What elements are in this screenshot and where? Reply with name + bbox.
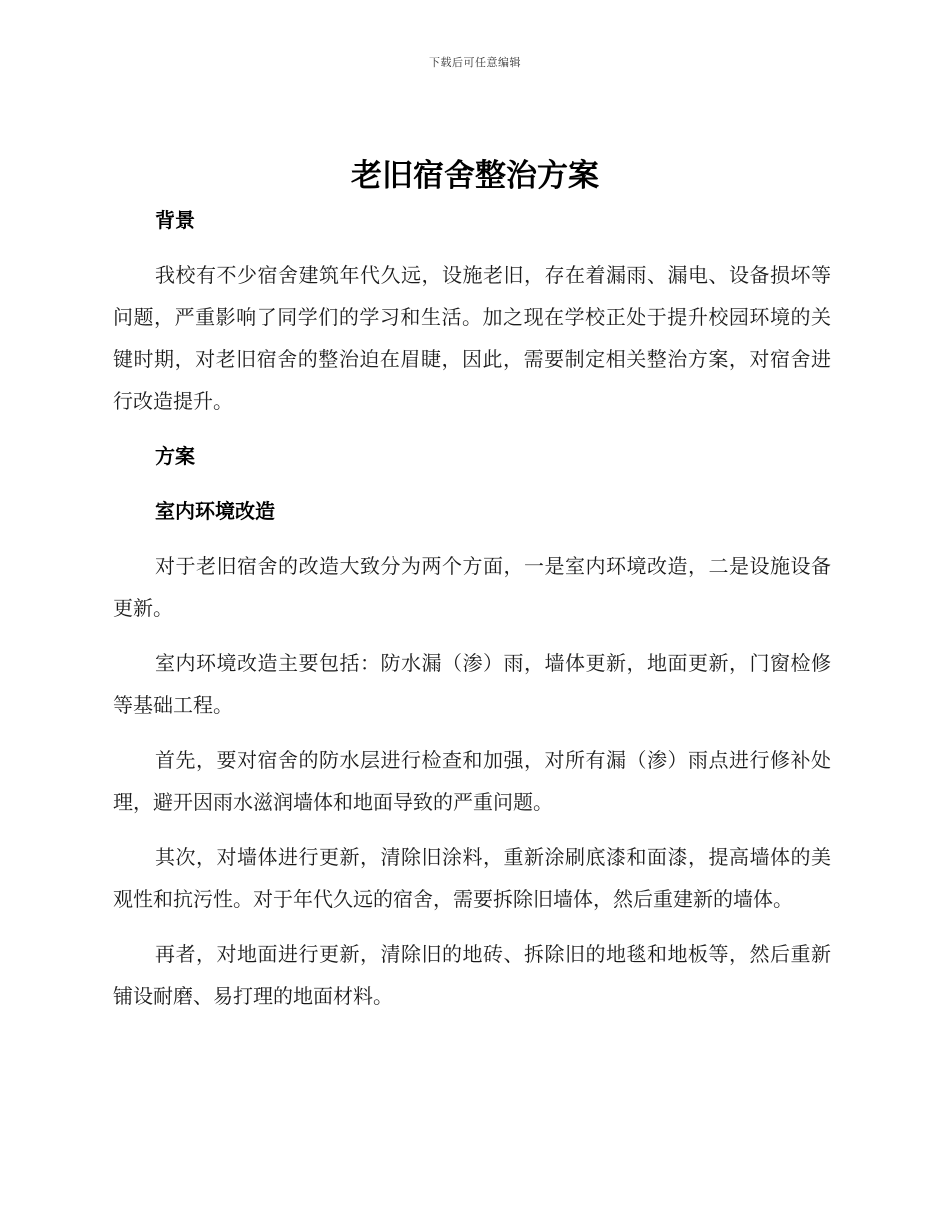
document-title: 老旧宿舍整治方案 — [351, 158, 599, 194]
section-heading-background: 背景 — [155, 208, 195, 232]
document-body — [113, 199, 831, 1030]
paragraph-indoor-scope: 室内环境改造主要包括：防水漏（渗）雨，墙体更新，地面更新，门窗检修等基础工程。 — [113, 651, 831, 717]
subsection-heading-indoor: 室内环境改造 — [155, 499, 275, 523]
page-header-note: 下载后可任意编辑 — [429, 56, 521, 69]
section-heading-plan: 方案 — [155, 444, 195, 468]
paragraph-walls: 其次，对墙体进行更新，清除旧涂料，重新涂刷底漆和面漆，提高墙体的美观性和抗污性。对于年代久远的宿舍，需要拆除旧墙体，然后重建新的墙体。 — [113, 845, 831, 911]
paragraph-floors: 再者，对地面进行更新，清除旧的地砖、拆除旧的地毯和地板等，然后重新铺设耐磨、易打理的地面材料。 — [113, 942, 831, 1008]
paragraph-background: 我校有不少宿舍建筑年代久远，设施老旧，存在着漏雨、漏电、设备损坏等问题，严重影响了同学们的学习和生活。加之现在学校正处于提升校园环境的关键时期，对老旧宿舍的整治迫在眉睫，因此，需要制定相关整治方案，对宿舍进行改造提升。 — [113, 263, 831, 413]
paragraph-waterproofing: 首先，要对宿舍的防水层进行检查和加强，对所有漏（渗）雨点进行修补处理，避开因雨水滋润墙体和地面导致的严重问题。 — [113, 748, 831, 814]
paragraph-overview: 对于老旧宿舍的改造大致分为两个方面，一是室内环境改造，二是设施设备更新。 — [113, 554, 831, 620]
